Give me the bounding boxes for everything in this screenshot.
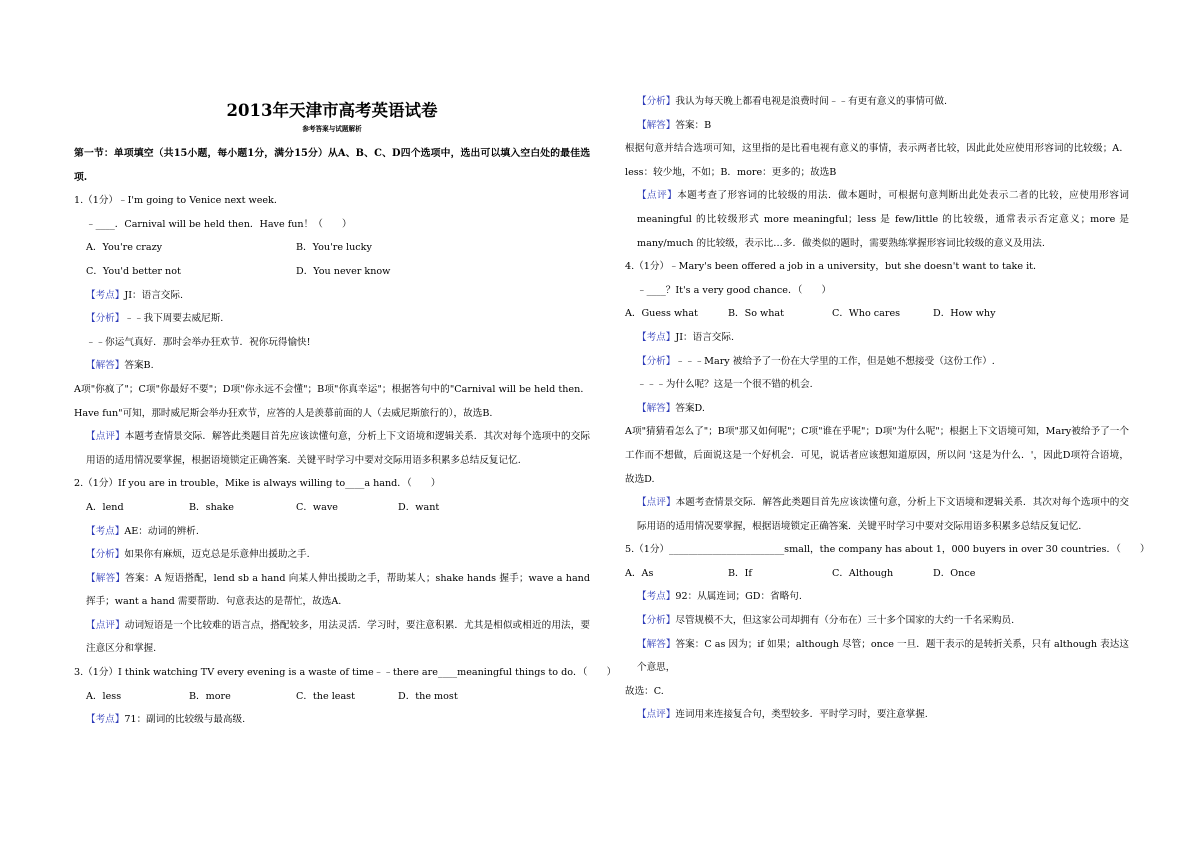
option-d: D．Once	[933, 567, 976, 579]
jieda-explanation: A项"猜猜看怎么了"；B项"那又如何呢"；C项"谁在乎呢"；D项"为什么呢"；根据上下文语境可知，Mary被给予了一个工作而不想做，后面说这是一个好机会．可见，说话者应该想知道原因，所以问 '这是为什么．'，因此D项符合语境，故选D.	[625, 426, 1129, 485]
dianping-text: 本题考查情景交际．解答此类题目首先应该读懂句意，分析上下文语境和逻辑关系．其次对每个选项中的交际用语的适用情况要掌握，根据语境锁定正确答案．关键平时学习中要对交际用语多积累多总结反复记忆.	[86, 431, 591, 466]
fenxi-line	[74, 307, 590, 331]
question-2	[74, 472, 590, 661]
kaodian-text: 92：从属连词；GD：省略句.	[675, 591, 802, 603]
jieda-conclusion: 故选：C.	[625, 685, 664, 697]
jieda-tag: 【解答】	[637, 119, 676, 131]
jieda-tag: 【解答】	[86, 360, 125, 372]
option-b: B．So what	[728, 308, 785, 320]
jieda-text: 答案D.	[675, 402, 705, 414]
kaodian-text: JI：语言交际.	[675, 331, 735, 343]
section-heading: 第一节：单项填空（共15小题，每小题1分，满分15分）从A、B、C、D四个选项中，选出可以填入空白处的最佳选项.	[74, 148, 590, 183]
dianping-line	[74, 425, 590, 472]
jieda-text: 答案：B	[675, 119, 712, 131]
jieda-tag: 【解答】	[86, 572, 126, 584]
fenxi-tag: 【分析】	[86, 549, 125, 561]
kaodian-tag: 【考点】	[637, 331, 676, 343]
fenxi-text: ﹣﹣我下周要去威尼斯.	[124, 313, 224, 325]
right-column	[625, 90, 1150, 727]
fenxi-text: 尽管规模不大，但这家公司却拥有（分布在）三十多个国家的大约一千名采购员.	[675, 615, 1015, 627]
option-b: B．You're lucky	[296, 242, 372, 254]
options-row	[74, 685, 590, 709]
question-3	[74, 661, 617, 732]
option-c: C．You'd better not	[86, 265, 181, 277]
question-line: ﹣____？It's a very good chance．（ ）	[637, 284, 832, 296]
options-row	[74, 496, 590, 520]
options-row	[74, 260, 590, 284]
jieda-line	[625, 397, 1129, 421]
kaodian-text: 71：副词的比较级与最高级.	[124, 714, 246, 726]
options-row	[74, 236, 590, 260]
kaodian-tag: 【考点】	[637, 591, 676, 603]
page-title: 2013年天津市高考英语试卷	[226, 101, 438, 120]
option-a: A．As	[625, 567, 654, 579]
fenxi-line-2: ﹣﹣你运气真好．那时会举办狂欢节．祝你玩得愉快!	[86, 336, 311, 348]
dianping-line	[625, 491, 1129, 538]
option-b: B．more	[189, 690, 231, 702]
question-stem: 5.（1分）________________________small，the company has about 1，000 buyers in over 30 countries．（ ）	[625, 544, 1150, 556]
fenxi-line	[74, 543, 590, 567]
options-row	[625, 562, 1129, 586]
fenxi-tag: 【分析】	[637, 615, 676, 627]
option-c: C．Although	[832, 567, 894, 579]
option-c: C．Who cares	[832, 308, 901, 320]
dianping-tag: 【点评】	[637, 190, 678, 202]
dianping-tag: 【点评】	[86, 431, 125, 443]
kaodian-tag: 【考点】	[86, 289, 125, 301]
page-subtitle: 参考答案与试题解析	[302, 125, 362, 133]
question-stem: 2.（1分）If you are in trouble，Mike is always willing to____a hand．（ ）	[74, 478, 441, 490]
fenxi-text: ﹣﹣﹣Mary 被给予了一份在大学里的工作，但是她不想接受（这份工作）.	[675, 355, 995, 367]
kaodian-line	[74, 520, 590, 544]
option-a: A．lend	[86, 501, 124, 513]
dianping-line	[74, 614, 590, 661]
question-1	[74, 189, 590, 472]
question-stem: 4.（1分）﹣Mary's been offered a job in a university，but she doesn't want to take it．	[625, 261, 1043, 273]
option-d: D．How why	[933, 308, 996, 320]
jieda-text: 答案：A 短语搭配，lend sb a hand 向某人伸出援助之手，帮助某人；shake hands 握手；wave a hand 挥手；want a hand 需要帮助．句意表达的是帮忙，故选A.	[86, 572, 590, 608]
jieda-line	[74, 567, 590, 614]
option-d: D．You never know	[296, 265, 391, 277]
question-5	[625, 538, 1150, 727]
dianping-tag: 【点评】	[86, 619, 125, 631]
dianping-tag: 【点评】	[637, 497, 676, 509]
dianping-text: 本题考查情景交际．解答此类题目首先应该读懂句意，分析上下文语境和逻辑关系．其次对每个选项中的交际用语的适用情况要掌握，根据语境锁定正确答案．关键平时学习中要对交际用语多积累多总结反复记忆.	[637, 497, 1129, 532]
fenxi-line	[625, 609, 1129, 633]
option-b: B．If	[728, 567, 752, 579]
dianping-line	[625, 184, 1129, 255]
fenxi-line-2: ﹣﹣﹣为什么呢？这是一个很不错的机会.	[637, 379, 813, 391]
option-a: A．You're crazy	[86, 242, 163, 254]
option-c: C．the least	[296, 690, 355, 702]
fenxi-tag: 【分析】	[637, 355, 676, 367]
question-4	[625, 255, 1129, 538]
option-d: D．the most	[398, 690, 458, 702]
dianping-text: 动词短语是一个比较难的语言点，搭配较多，用法灵活．学习时，要注意积累．尤其是相似或相近的用法，要注意区分和掌握.	[86, 619, 591, 655]
kaodian-tag: 【考点】	[86, 714, 125, 726]
kaodian-text: JI：语言交际.	[124, 289, 184, 301]
dianping-text: 连词用来连接复合句，类型较多．平时学习时，要注意掌握.	[675, 709, 928, 721]
option-a: A．Guess what	[625, 308, 698, 320]
option-b: B．shake	[189, 501, 234, 513]
fenxi-text: 我认为每天晚上都看电视是浪费时间﹣﹣有更有意义的事情可做.	[675, 96, 948, 107]
fenxi-line	[625, 350, 1129, 374]
jieda-line	[74, 354, 590, 378]
question-stem: 3.（1分）I think watching TV every evening is a waste of time﹣﹣there are____meaningful things to do．（ ）	[74, 667, 617, 679]
fenxi-tag: 【分析】	[86, 313, 125, 325]
kaodian-line	[74, 708, 590, 732]
kaodian-line	[625, 326, 1129, 350]
jieda-text: 答案B.	[124, 360, 154, 372]
kaodian-tag: 【考点】	[86, 525, 125, 537]
option-a: A．less	[86, 690, 122, 702]
jieda-line	[625, 114, 1129, 138]
jieda-tag: 【解答】	[637, 638, 676, 650]
question-stem: 1.（1分）﹣I'm going to Venice next week．	[74, 195, 284, 207]
left-column	[74, 90, 617, 732]
jieda-tag: 【解答】	[637, 402, 676, 414]
dianping-line	[625, 703, 1129, 727]
question-line: ﹣____．Carnival will be held then．Have fun！（ ）	[86, 218, 352, 230]
options-row	[625, 302, 1129, 326]
kaodian-line	[625, 585, 1129, 609]
jieda-line	[625, 633, 1129, 680]
dianping-tag: 【点评】	[637, 709, 676, 721]
option-c: C．wave	[296, 501, 338, 513]
fenxi-tag: 【分析】	[637, 96, 676, 107]
jieda-explanation: A项"你疯了"；C项"你最好不要"；D项"你永远不会懂"；B项"你真幸运"；根据答句中的"Carnival will be held then．Have fun"可知，那时威尼斯会举办狂欢节，应答的人是羡慕前面的人（去威尼斯旅行的），故选B.	[74, 383, 590, 419]
fenxi-line	[625, 90, 1129, 114]
jieda-text: 答案：C as 因为；if 如果；although 尽管；once 一旦．题干表示的是转折关系，只有 although 表达这个意思，	[637, 638, 1130, 674]
fenxi-text: 如果你有麻烦，迈克总是乐意伸出援助之手.	[124, 549, 310, 561]
jieda-explanation: 根据句意并结合选项可知，这里指的是比看电视有意义的事情，表示两者比较，因此此处应使用形容词的比较级；A．less：较少地，不如；B．more：更多的；故选B	[625, 143, 1129, 178]
kaodian-line	[74, 284, 590, 308]
kaodian-text: AE：动词的辨析.	[124, 525, 199, 537]
option-d: D．want	[398, 501, 440, 513]
dianping-text: 本题考查了形容词的比较级的用法．做本题时，可根据句意判断出此处表示二者的比较，应使用形容词 meaningful 的比较级形式 more meaningful；less 是 few/little 的比较级，通常表示否定意义；more 是 many/much 的比较级，表示比…多．做类似的题时，需要熟练掌握形容词比较级的意义及用法.	[637, 190, 1130, 249]
